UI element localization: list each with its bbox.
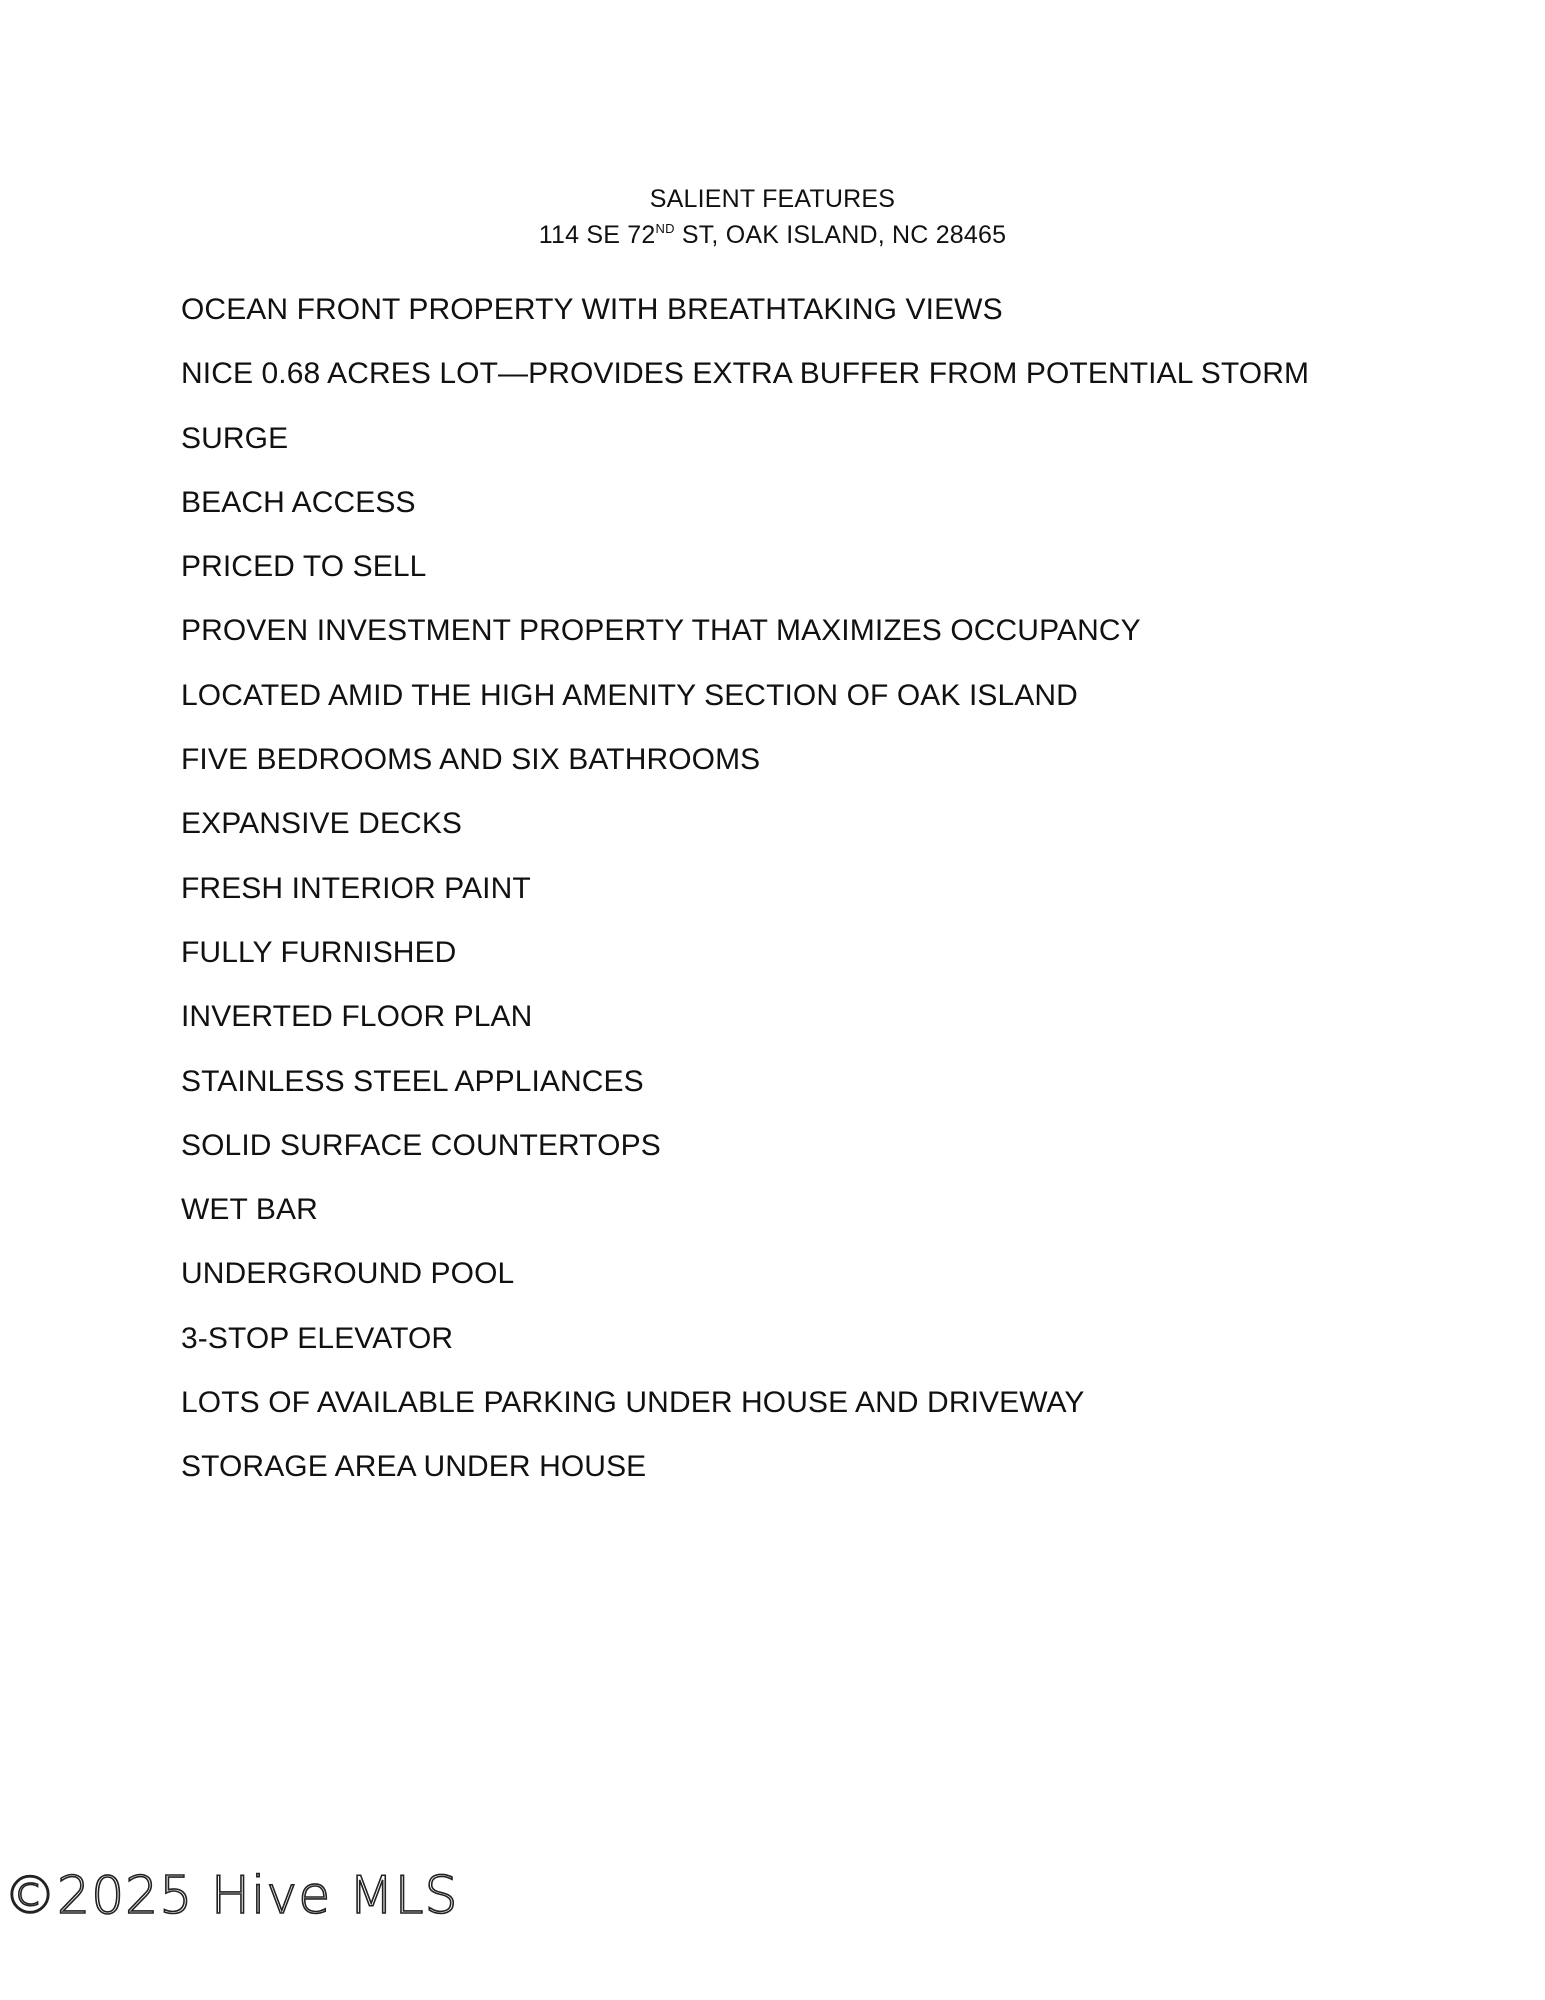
feature-item: 3-STOP ELEVATOR	[181, 1321, 454, 1355]
address-street-number: 114 SE 72	[538, 221, 656, 249]
feature-item: NICE 0.68 ACRES LOT—PROVIDES EXTRA BUFFER FROM POTENTIAL STORM	[181, 357, 1310, 391]
feature-item: UNDERGROUND POOL	[181, 1257, 515, 1291]
feature-item: EXPANSIVE DECKS	[181, 807, 463, 841]
address-remainder: ST, OAK ISLAND, NC 28465	[674, 221, 1007, 249]
feature-item: SURGE	[181, 421, 289, 455]
feature-item: FIVE BEDROOMS AND SIX BATHROOMS	[181, 743, 761, 777]
feature-item: PROVEN INVESTMENT PROPERTY THAT MAXIMIZES OCCUPANCY	[181, 614, 1141, 648]
feature-item: PRICED TO SELL	[181, 550, 427, 584]
feature-item: SOLID SURFACE COUNTERTOPS	[181, 1128, 661, 1162]
feature-item: BEACH ACCESS	[181, 485, 416, 519]
feature-item: OCEAN FRONT PROPERTY WITH BREATHTAKING VIEWS	[181, 293, 1003, 326]
copyright-watermark: ©2025 Hive MLS	[4, 1866, 459, 1926]
feature-list	[181, 290, 1381, 1512]
feature-item: WET BAR	[181, 1193, 318, 1227]
property-address	[0, 221, 1545, 250]
feature-item: FRESH INTERIOR PAINT	[181, 871, 531, 905]
feature-item: INVERTED FLOOR PLAN	[181, 1000, 533, 1034]
page-title: SALIENT FEATURES	[649, 185, 896, 213]
feature-item: FULLY FURNISHED	[181, 935, 457, 969]
feature-item: STAINLESS STEEL APPLIANCES	[181, 1064, 644, 1098]
feature-item: LOTS OF AVAILABLE PARKING UNDER HOUSE AND DRIVEWAY	[181, 1386, 1085, 1420]
feature-item: LOCATED AMID THE HIGH AMENITY SECTION OF OAK ISLAND	[181, 678, 1078, 712]
feature-item: STORAGE AREA UNDER HOUSE	[181, 1450, 647, 1484]
address-ordinal-suffix: ND	[655, 221, 675, 236]
